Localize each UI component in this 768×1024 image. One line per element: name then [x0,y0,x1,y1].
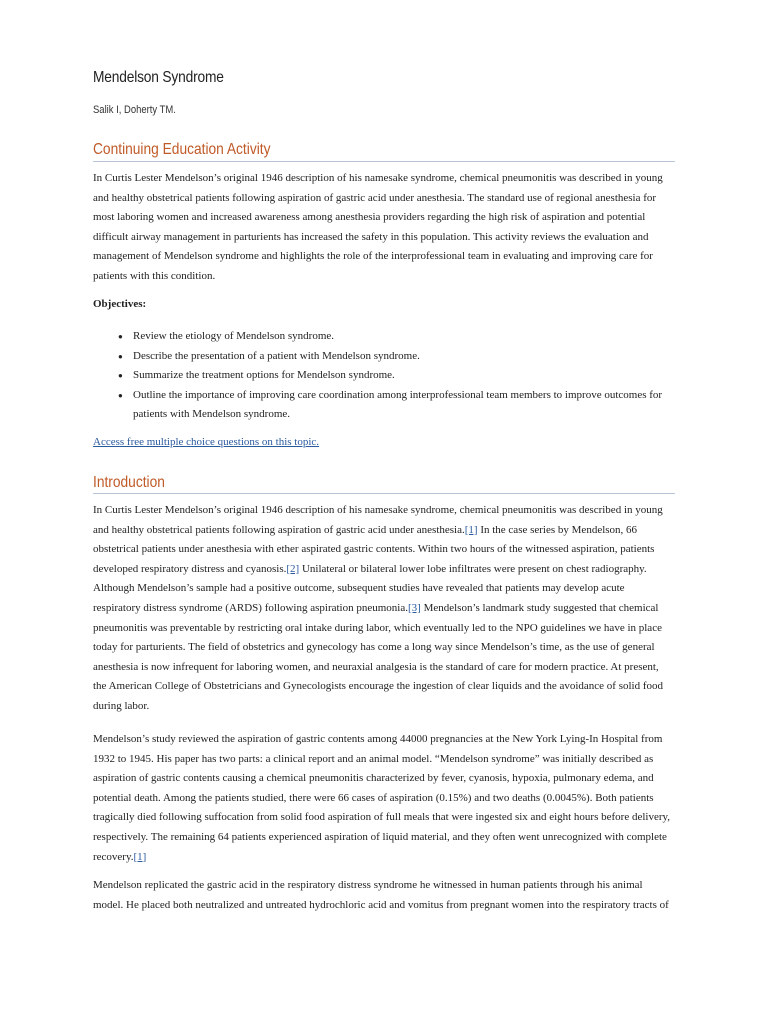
text-line: Although Mendelson’s sample had a positive outcome, subsequent studies have revealed that patients may develop acute [93,582,625,595]
objectives-label: Objectives: [93,298,147,310]
objectives-list [118,327,678,425]
list-item-text: Review the etiology of Mendelson syndrome. [133,330,335,342]
intro-paragraph-2 [93,730,673,867]
citation-link[interactable]: [2] [286,562,300,575]
text-segment: respiratory distress syndrome (ARDS) following aspiration pneumonia. [93,601,408,614]
list-item [118,366,678,386]
text-line [93,848,673,868]
list-item-text: Outline the importance of improving care coordination among interprofessional team members to improve outcomes for [133,388,663,401]
list-item-text: patients with Mendelson syndrome. [133,408,291,421]
section-divider [93,493,675,494]
text-line: management of Mendelson syndrome and highlights the role of the interprofessional team in evaluating and improving care for [93,250,653,263]
ce-paragraph [93,169,673,287]
text-segment: developed respiratory distress and cyanosis. [93,562,287,575]
citation-link[interactable]: [1] [133,850,147,863]
bullet-icon: ● [118,351,123,361]
article-title: Mendelson Syndrome [93,69,224,86]
list-item-text: Describe the presentation of a patient with Mendelson syndrome. [133,349,420,362]
text-line: In Curtis Lester Mendelson’s original 1946 description of his namesake syndrome, chemical pneumonitis was described in young [93,504,663,516]
text-line: patients with this condition. [93,269,216,282]
section-heading-ce: Continuing Education Activity [93,141,271,158]
text-segment: Mendelson’s landmark study suggested that chemical [420,601,659,614]
section-heading-introduction: Introduction [93,474,165,491]
citation-link[interactable]: [3] [407,601,421,614]
list-item [118,386,678,425]
bullet-icon: ● [118,390,123,400]
text-line [93,521,673,541]
bullet-icon: ● [118,371,123,381]
text-line: most laboring women and increased awareness among anesthesia providers regarding the high risk of aspiration and potential [93,211,646,224]
text-line: model. He placed both neutralized and untreated hydrochloric acid and vomitus from pregnant women into the respiratory tracts of [93,898,669,911]
mcq-link[interactable]: Access free multiple choice questions on this topic. [93,436,320,448]
list-item [118,327,678,347]
text-line: and healthy obstetrical patients following aspiration of gastric acid under anesthesia. The standard use of regional anesthesia for [93,191,657,204]
text-line [93,599,673,619]
list-item-text: Summarize the treatment options for Mendelson syndrome. [133,369,395,382]
text-line: In Curtis Lester Mendelson’s original 1946 description of his namesake syndrome, chemical pneumonitis was described in young [93,172,663,184]
text-line [93,560,673,580]
text-line: Mendelson’s study reviewed the aspiration of gastric contents among 44000 pregnancies at the New York Lying-In Hospital from [93,733,663,745]
list-item [118,347,678,367]
text-line: potential death. Among the patients studied, there were 66 cases of aspiration (0.15%) and two deaths (0.0045%). Both patients [93,791,654,804]
intro-paragraph-1 [93,501,673,717]
text-line: tragically died following suffocation from solid food aspiration of full meals that were ingested six and eight hours before delivery, [93,811,671,824]
text-line: Mendelson replicated the gastric acid in the respiratory distress syndrome he witnessed in human patients through his animal [93,879,643,891]
text-line: during labor. [93,699,150,712]
text-segment: In the case series by Mendelson, 66 [477,523,638,536]
text-line: respectively. The remaining 64 patients experienced aspiration of liquid material, and they often went unrecognized with complete [93,830,667,843]
text-line: the American College of Obstetricians and Gynecologists encourage the ingestion of clear liquids and the avoidance of solid food [93,680,664,693]
text-line: 1932 to 1945. His paper has two parts: a clinical report and an animal model. “Mendelson syndrome” was initially described as [93,752,654,765]
text-line: anesthesia is now infrequent for laboring women, and neuraxial analgesia is the standard of care for modern practice. At present, [93,660,659,673]
intro-paragraph-3 [93,876,673,915]
bullet-icon: ● [118,332,123,341]
citation-link[interactable]: [1] [464,523,478,536]
text-segment: Unilateral or bilateral lower lobe infiltrates were present on chest radiography. [299,562,647,575]
text-line: aspiration of gastric contents causing a chemical pneumonitis characterized by fever, cyanosis, hypoxia, pulmonary edema, and [93,772,654,785]
text-line: difficult airway management in parturients has increased the safety in this population. This activity reviews the evaluation and [93,230,649,243]
text-line: obstetrical patients under anesthesia with ether aspirated gastric contents. Within two hours of the witnessed aspiration, patients [93,543,655,556]
text-line: pneumonitis was preventable by restricting oral intake during labor, which eventually led to the NPO guidelines we have in place [93,621,662,634]
article-authors: Salik I, Doherty TM. [93,104,176,116]
text-line: today for parturients. The field of obstetrics and gynecology has come a long way since Mendelson’s time, as the use of general [93,641,655,654]
text-segment: and healthy obstetrical patients following aspiration of gastric acid under anesthesia. [93,523,465,536]
text-segment: recovery. [93,850,134,863]
section-divider [93,161,675,162]
